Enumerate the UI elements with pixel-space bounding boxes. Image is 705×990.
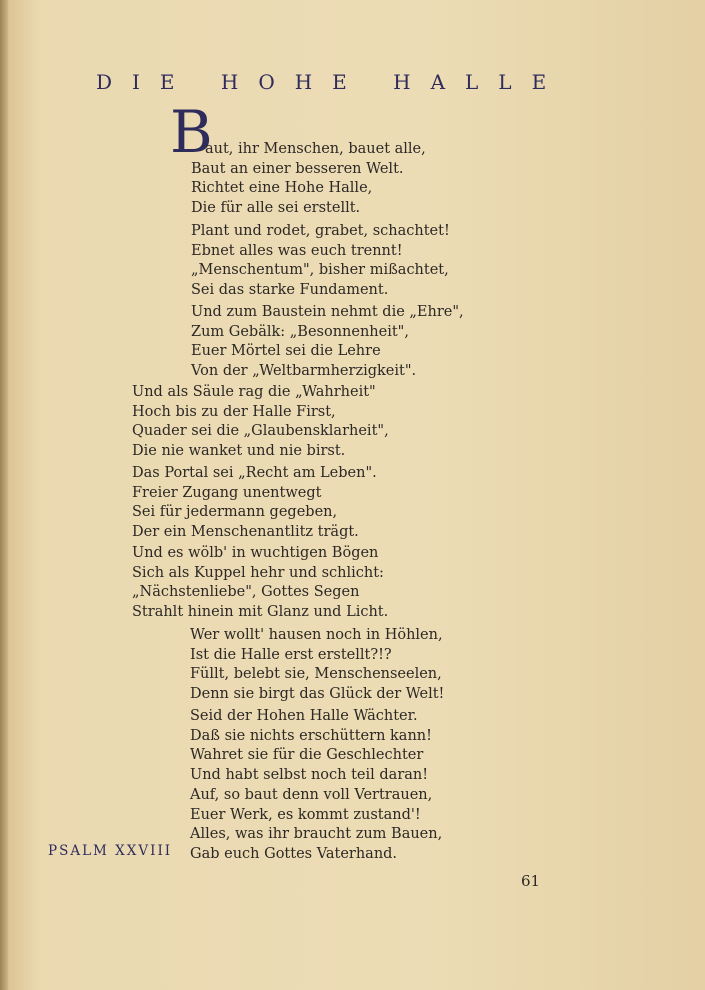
stanza-3 xyxy=(191,303,464,381)
poem-line: „Menschentum", bisher mißachtet, xyxy=(191,262,449,278)
psalm-label: PSALM XXVIII xyxy=(48,843,173,859)
poem-line: Das Portal sei „Recht am Leben". xyxy=(132,465,377,481)
poem-line: Richtet eine Hohe Halle, xyxy=(191,180,373,196)
poem-line: Ist die Halle erst erstellt?!? xyxy=(190,646,392,663)
stanza-9 xyxy=(190,786,442,864)
poem-line: Baut an einer besseren Welt. xyxy=(191,160,404,177)
stanza-6 xyxy=(132,544,388,622)
poem-line: Sich als Kuppel hehr und schlicht: xyxy=(132,564,384,581)
poem-line: Plant und rodet, grabet, schachtet! xyxy=(191,223,450,239)
poem-line: Daß sie nichts erschüttern kann! xyxy=(190,727,432,744)
poem-line: Füllt, belebt sie, Menschenseelen, xyxy=(190,666,442,682)
poem-line: Auf, so baut denn voll Vertrauen, xyxy=(190,787,433,803)
stanza-5 xyxy=(132,464,377,542)
poem-line: Und habt selbst noch teil daran! xyxy=(190,766,429,783)
poem-line: Die für alle sei erstellt. xyxy=(191,199,361,216)
poem-line: Euer Werk, es kommt zustand'! xyxy=(190,806,421,823)
poem-line: Quader sei die „Glaubensklarheit", xyxy=(132,423,389,439)
stanza-1 xyxy=(191,140,426,218)
stanza-4 xyxy=(132,383,389,461)
poem-line: Hoch bis zu der Halle First, xyxy=(132,403,336,420)
drop-cap: B xyxy=(170,98,213,166)
poem-line: Strahlt hinein mit Glanz und Licht. xyxy=(132,603,389,620)
poem-title: DIE HOHE HALLE xyxy=(96,70,567,94)
poem-line: Die nie wanket und nie birst. xyxy=(132,442,346,459)
poem-line: Der ein Menschenantlitz trägt. xyxy=(132,523,359,540)
stanza-8 xyxy=(190,707,432,785)
poem-line: Und es wölb' in wuchtigen Bögen xyxy=(132,545,379,561)
poem-line: Freier Zugang unentwegt xyxy=(132,484,322,501)
poem-line: Seid der Hohen Halle Wächter. xyxy=(190,708,418,724)
poem-line: Wahret sie für die Geschlechter xyxy=(190,747,424,763)
page-number: 61 xyxy=(521,872,541,890)
poem-line: Wer wollt' hausen noch in Höhlen, xyxy=(190,627,443,643)
poem-line: Alles, was ihr braucht zum Bauen, xyxy=(190,826,443,842)
poem-line: Euer Mörtel sei die Lehre xyxy=(191,343,381,359)
stanza-2 xyxy=(191,222,450,300)
poem-line: Denn sie birgt das Glück der Welt! xyxy=(190,685,445,702)
stanza-7 xyxy=(190,626,444,704)
poem-line: Und zum Baustein nehmt die „Ehre", xyxy=(191,304,464,320)
poem-line: Zum Gebälk: „Besonnenheit", xyxy=(191,323,409,340)
poem-line: „Nächstenliebe", Gottes Segen xyxy=(132,584,360,600)
poem-line: Gab euch Gottes Vaterhand. xyxy=(190,845,398,862)
poem-line: Sei das starke Fundament. xyxy=(191,281,389,298)
poem-line: Und als Säule rag die „Wahrheit" xyxy=(132,384,376,400)
poem-line: aut, ihr Menschen, bauet alle, xyxy=(205,141,426,157)
poem-line: Sei für jedermann gegeben, xyxy=(132,504,338,520)
poem-line: Von der „Weltbarmherzigkeit". xyxy=(191,362,417,379)
poem-line: Ebnet alles was euch trennt! xyxy=(191,242,403,259)
